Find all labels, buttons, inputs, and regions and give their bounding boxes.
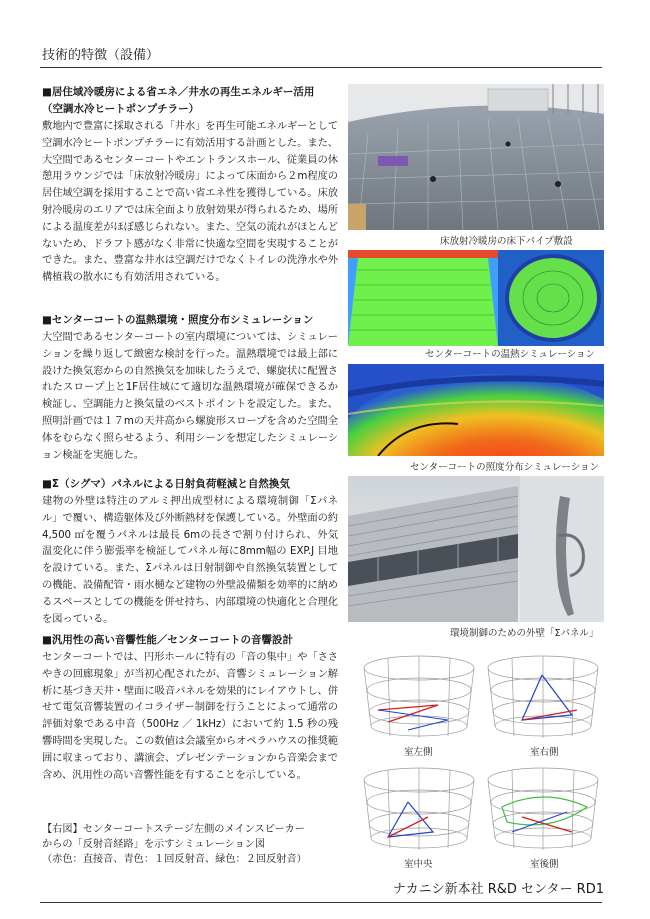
acoustic-rear-label: 室後側 xyxy=(530,859,559,870)
section-body: 敷地内で豊富に採取される「井水」を再生可能エネルギーとして空調水冷ヒートポンプチラーに有効活用する計画とした。また、大空間であるセンターコートやエントランスホール、従業員の休憩用ラウンジでは「床放射冷暖房」によって床面から２m程度の居住域空調を採用することで高い省エネ性を獲得している。床放射冷暖房のエリアでは床全面より放射効果が得られるため、場所による温度差がほぼ感じられない。また、空気の流れがほとんどないため、ドラフト感がなく非常に快適な空間を実現することができた。また、豊富な井水は空調だけでなくトイレの洗浄水や外構植栽の散水にも有効活用されている。 xyxy=(42,120,338,284)
title-divider xyxy=(40,67,602,68)
page-footer: ナカニシ新本社 R&D センター RD1 xyxy=(392,882,604,897)
sigma-panel-caption: 環境制御のための外壁「Σパネル」 xyxy=(450,628,599,639)
thermal-caption: センターコートの温熱シミュレーション xyxy=(425,349,596,360)
section-body: 建物の外壁は特注のアルミ押出成型材による環境制御「Σパネル」で覆い、構造躯体及び外断熱材を保護している。外壁面の約 4,500 ㎡を覆うパネルは最長 6mの長さで割り付けられ、外気温変化に伴う膨張率を検証してパネル毎に8mm幅の EXP.J 目地を設けている。また、Σパネルは日射制御や自然換気装置としての機能、設備配管・雨水樋など建物の外壁設備類を効率的に納めるスペースとしての機能を併せ持ち、内部環境の快適化と合理化を図っている。 xyxy=(42,495,338,625)
acoustic-right-label: 室右側 xyxy=(530,747,559,758)
note-line: 【右図】センターコートステージ左側のメインスピーカー xyxy=(42,824,305,835)
floor-pipe-caption: 床放射冷暖房の床下パイプ敷設 xyxy=(440,236,573,247)
section-sigma-panel xyxy=(42,476,338,627)
acoustic-center-label: 室中央 xyxy=(404,859,433,870)
illuminance-simulation-image xyxy=(348,364,604,456)
note-line: （赤色：直接音、青色：１回反射音、緑色：２回反射音） xyxy=(42,854,307,865)
section-subheading: （空調水冷ヒートポンプチラー） xyxy=(42,103,200,115)
figure-note xyxy=(42,822,338,867)
section-heading: ■Σ（シグマ）パネルによる日射負荷軽減と自然換気 xyxy=(42,478,290,490)
page-title: 技術的特徴（設備） xyxy=(42,48,160,63)
acoustic-right-image xyxy=(482,650,604,738)
thermal-simulation-image xyxy=(348,250,604,346)
section-heading: ■居住域冷暖房による省エネ／井水の再生エネルギー活用 xyxy=(42,86,315,98)
section-heading: ■汎用性の高い音響性能／センターコートの音響設計 xyxy=(42,634,293,646)
acoustic-left-image xyxy=(358,650,480,738)
acoustic-left-label: 室左側 xyxy=(404,747,433,758)
acoustic-center-image xyxy=(358,762,480,850)
floor-pipe-photo xyxy=(348,84,604,230)
section-body: 大空間であるセンターコートの室内環境については、シミュレーションを繰り返して緻密な検討を行った。温熱環境では最上部に設けた換気窓からの自然換気を加味したうえで、螺旋状に配置されたスロープ上と1F居住域にて適切な温熱環境が確保できるか検証し、空調能力と換気量のベストポイントを設定した。また、照明計画では１７mの天井高から螺旋形スロープを含めた空間全体をむらなく照らせるよう、利用シーンを想定したシミュレーション検証を実施した。 xyxy=(42,331,338,461)
illuminance-caption: センターコートの照度分布シミュレーション xyxy=(410,462,600,473)
footer-divider xyxy=(40,902,602,903)
section-well-water xyxy=(42,84,338,286)
section-heading: ■センターコートの温熱環境・照度分布シミュレーション xyxy=(42,314,314,326)
section-acoustics xyxy=(42,632,338,783)
section-body: センターコートでは、円形ホールに特有の「音の集中」や「ささやきの回廊現象」が当初心配されたが、音響シミュレーション解析に基づき天井・壁面に吸音パネルを効果的にレイアウトし、併せて電気音響装置のイコライザー制御を行うことによって通常の評価対象である中音（500Hz ／ 1kHz）において約 1.5 秒の残響時間を実現した。この数値は会議室からオペラハウスの推奨範囲に収まっており、講演会、プレゼンテーションから音楽会まで含め、汎用性の高い音響性能を有することを示している。 xyxy=(42,651,338,781)
sigma-panel-photo xyxy=(348,476,604,622)
section-simulation xyxy=(42,312,338,463)
acoustic-rear-image xyxy=(482,762,604,850)
note-line: からの「反射音経路」を示すシミュレーション図 xyxy=(42,839,266,850)
